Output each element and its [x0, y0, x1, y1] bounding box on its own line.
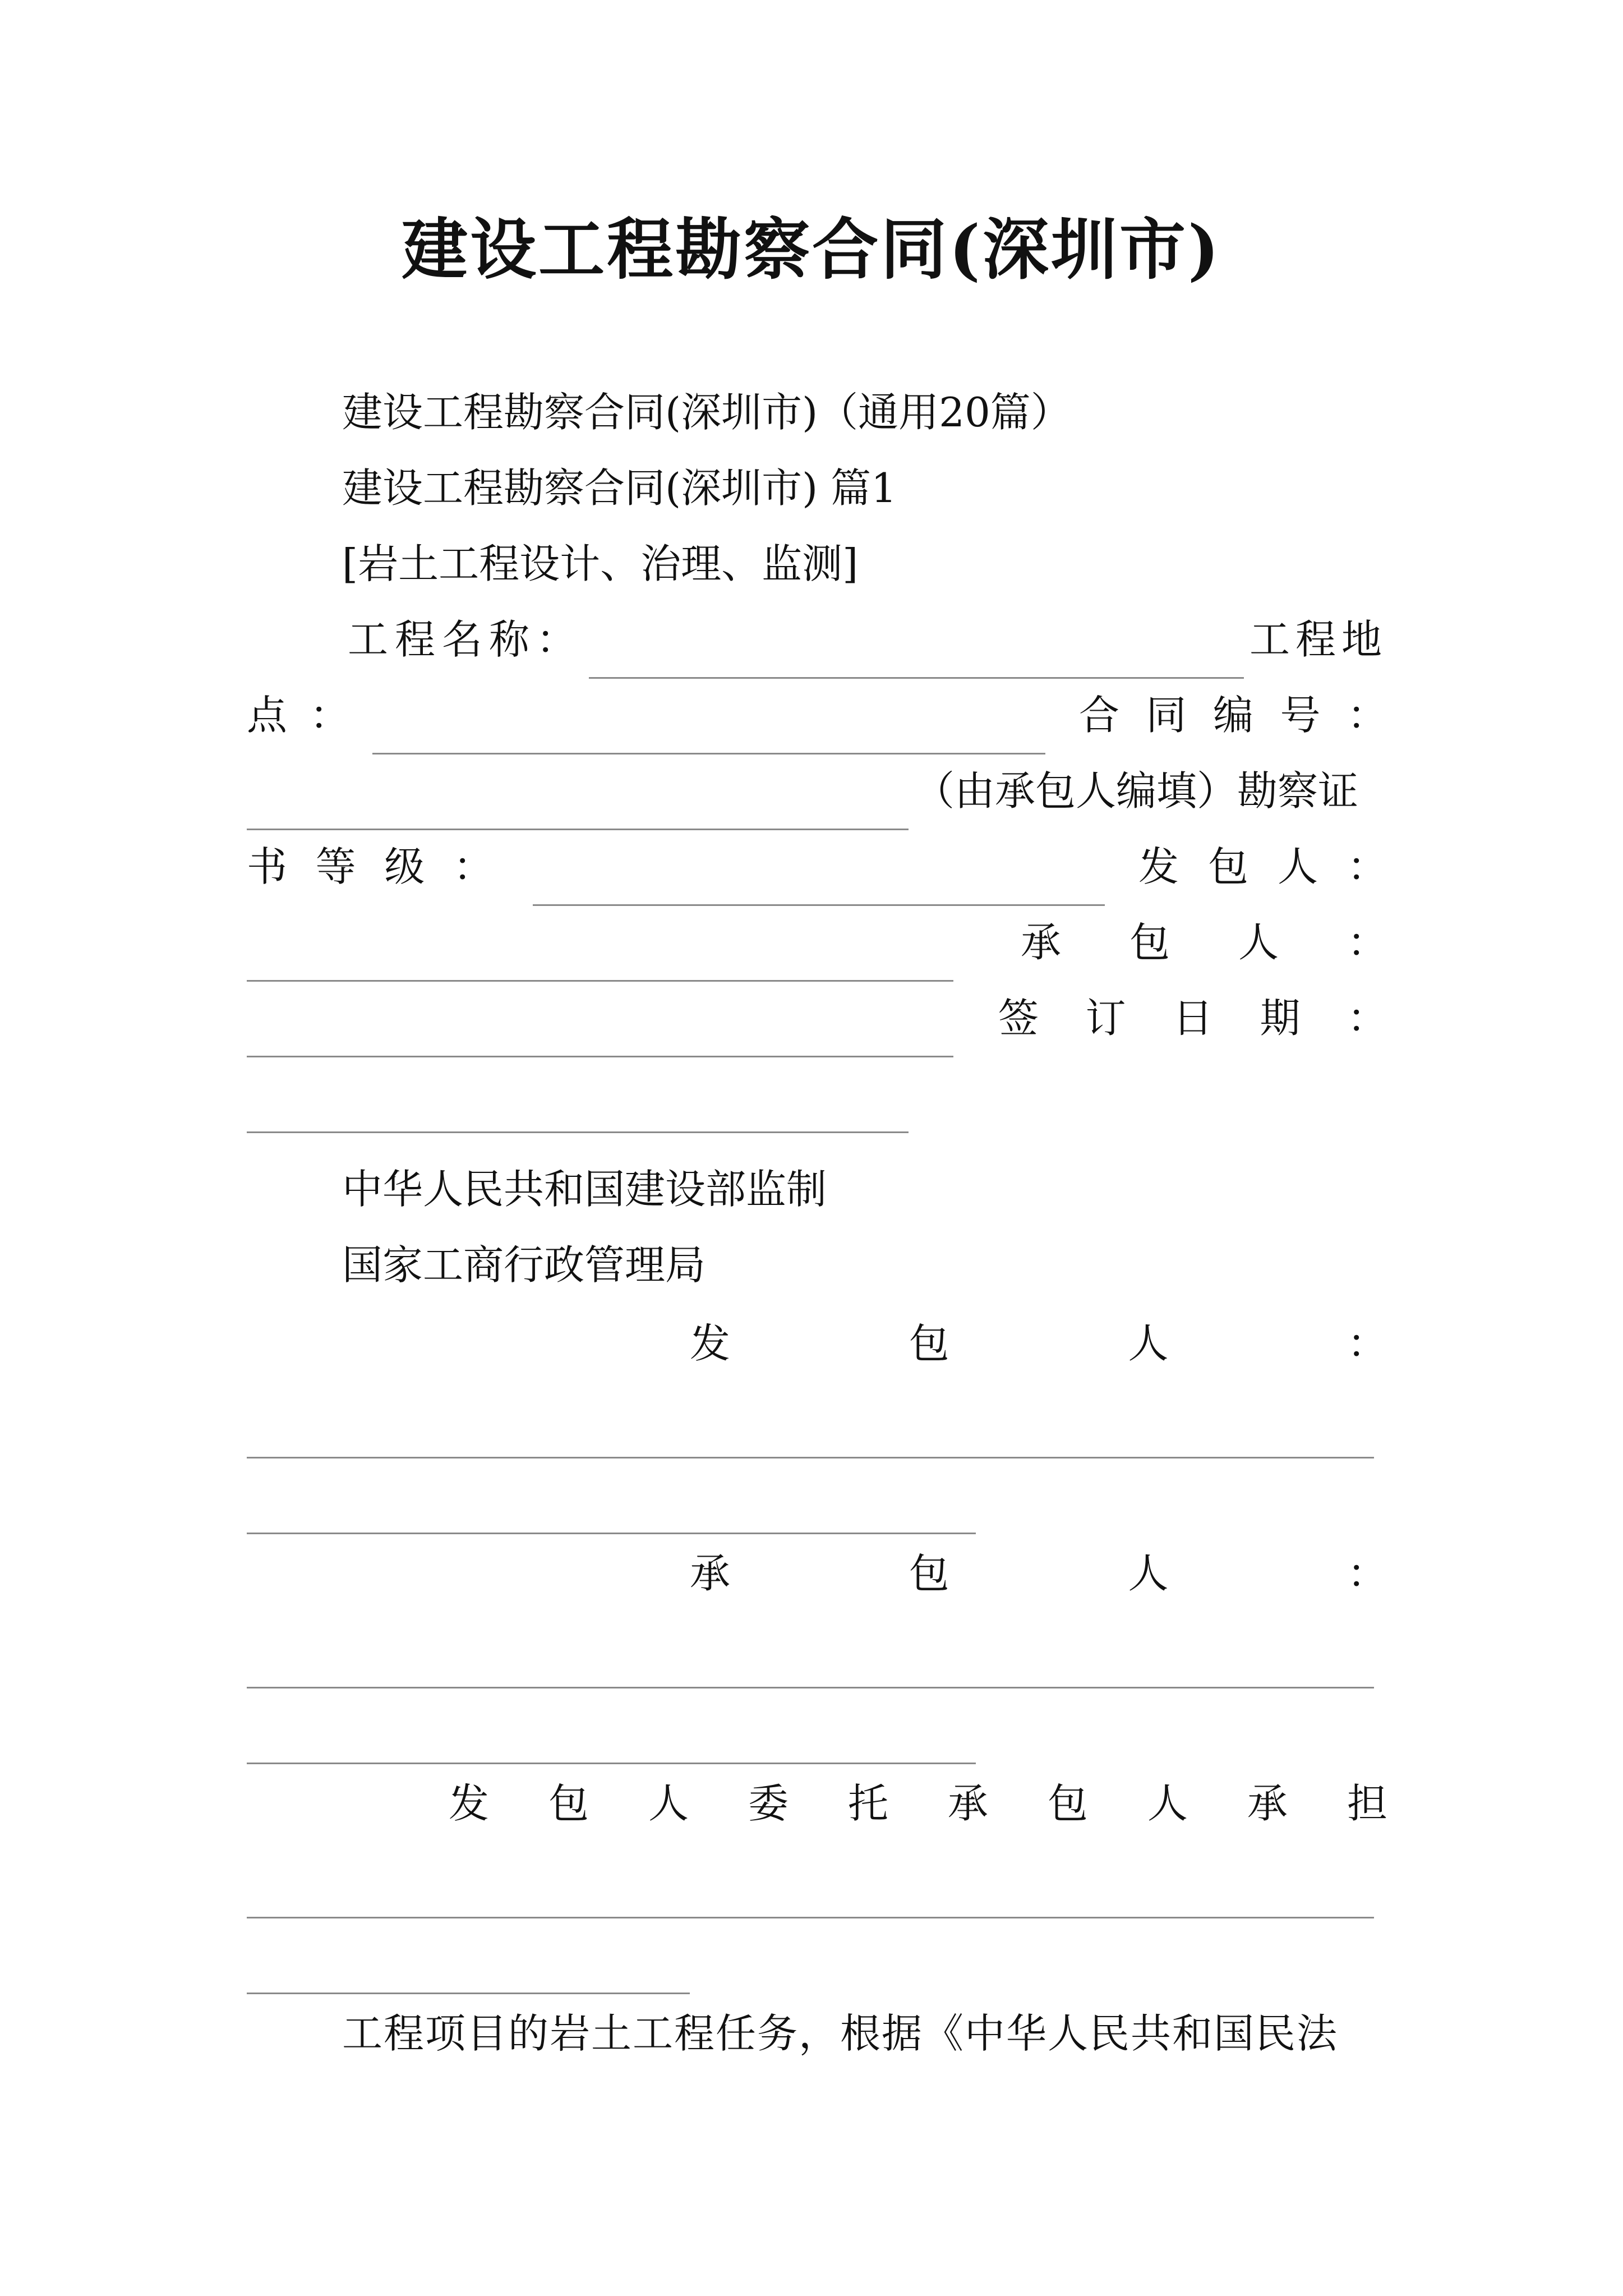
- project-site-label-a: 工程地: [1249, 616, 1387, 663]
- cert-level-blank[interactable]: [533, 848, 1105, 906]
- body-paragraph: 工程项目的岩土工程任务，根据《中华人民共和国民法: [342, 2010, 1339, 2057]
- employer-sign-blank-1[interactable]: [247, 1401, 1374, 1458]
- entrust-blank-1[interactable]: [247, 1861, 1374, 1918]
- contractor-sign-label: 承 包 人 ：: [690, 1550, 1387, 1597]
- contractor-label: 承 包 人 ：: [1021, 919, 1387, 966]
- project-name-blank[interactable]: [589, 621, 1244, 679]
- entrust-blank-row-2: [247, 1916, 1387, 1994]
- entrust-row: [247, 1764, 1387, 1843]
- cert-level-row: [247, 827, 1387, 906]
- contractor-sign-blank-1[interactable]: [247, 1631, 1374, 1688]
- employer-sign-blank-row-2: [247, 1456, 1387, 1534]
- contractor-sign-blank-2[interactable]: [247, 1706, 976, 1764]
- employer-label: 发 包 人 ：: [1138, 843, 1387, 890]
- sign-date-blank-row: [247, 1055, 1387, 1133]
- project-name-row: [247, 600, 1387, 679]
- sign-date-row: [247, 979, 1387, 1057]
- employer-sign-row: [247, 1304, 1387, 1383]
- contract-no-row: [247, 752, 1387, 830]
- project-site-row: [247, 676, 1387, 754]
- document-title: 建设工程勘察合同(深圳市): [402, 210, 1221, 288]
- section-heading: 建设工程勘察合同(深圳市) 篇1: [342, 464, 897, 512]
- employer-sign-blank-row-1: [247, 1380, 1387, 1458]
- contract-no-note: （由承包人编填）勘察证: [914, 767, 1359, 815]
- supervisor-line-1: 中华人民共和国建设部监制: [342, 1166, 827, 1213]
- contractor-blank[interactable]: [247, 1000, 953, 1057]
- contractor-row: [247, 903, 1387, 982]
- entrust-blank-row-1: [247, 1840, 1387, 1918]
- sign-date-blank[interactable]: [247, 1075, 909, 1133]
- cert-level-label: 书 等 级 ：: [247, 843, 494, 890]
- scope-line: [岩土工程设计、治理、监测]: [342, 540, 859, 587]
- employer-blank[interactable]: [247, 924, 953, 982]
- entrust-text: 发 包 人 委 托 承 包 人 承 担: [449, 1780, 1387, 1827]
- contractor-sign-blank-row-1: [247, 1610, 1387, 1688]
- sign-date-label: 签 订 日 期 ：: [998, 995, 1387, 1042]
- employer-sign-blank-2[interactable]: [247, 1476, 976, 1534]
- employer-sign-label: 发 包 人 ：: [690, 1320, 1387, 1367]
- subtitle-line: 建设工程勘察合同(深圳市)（通用20篇）: [342, 389, 1071, 436]
- contract-no-label: 合 同 编 号 ：: [1079, 692, 1387, 739]
- supervisor-line-2: 国家工商行政管理局: [342, 1241, 706, 1289]
- contract-no-blank[interactable]: [247, 772, 909, 830]
- project-name-label: 工程名称：: [348, 616, 584, 663]
- project-site-label-b: 点：: [247, 692, 373, 739]
- project-site-blank[interactable]: [372, 697, 1045, 754]
- contractor-sign-row: [247, 1534, 1387, 1613]
- entrust-blank-2[interactable]: [247, 1936, 690, 1994]
- contractor-sign-blank-row-2: [247, 1686, 1387, 1764]
